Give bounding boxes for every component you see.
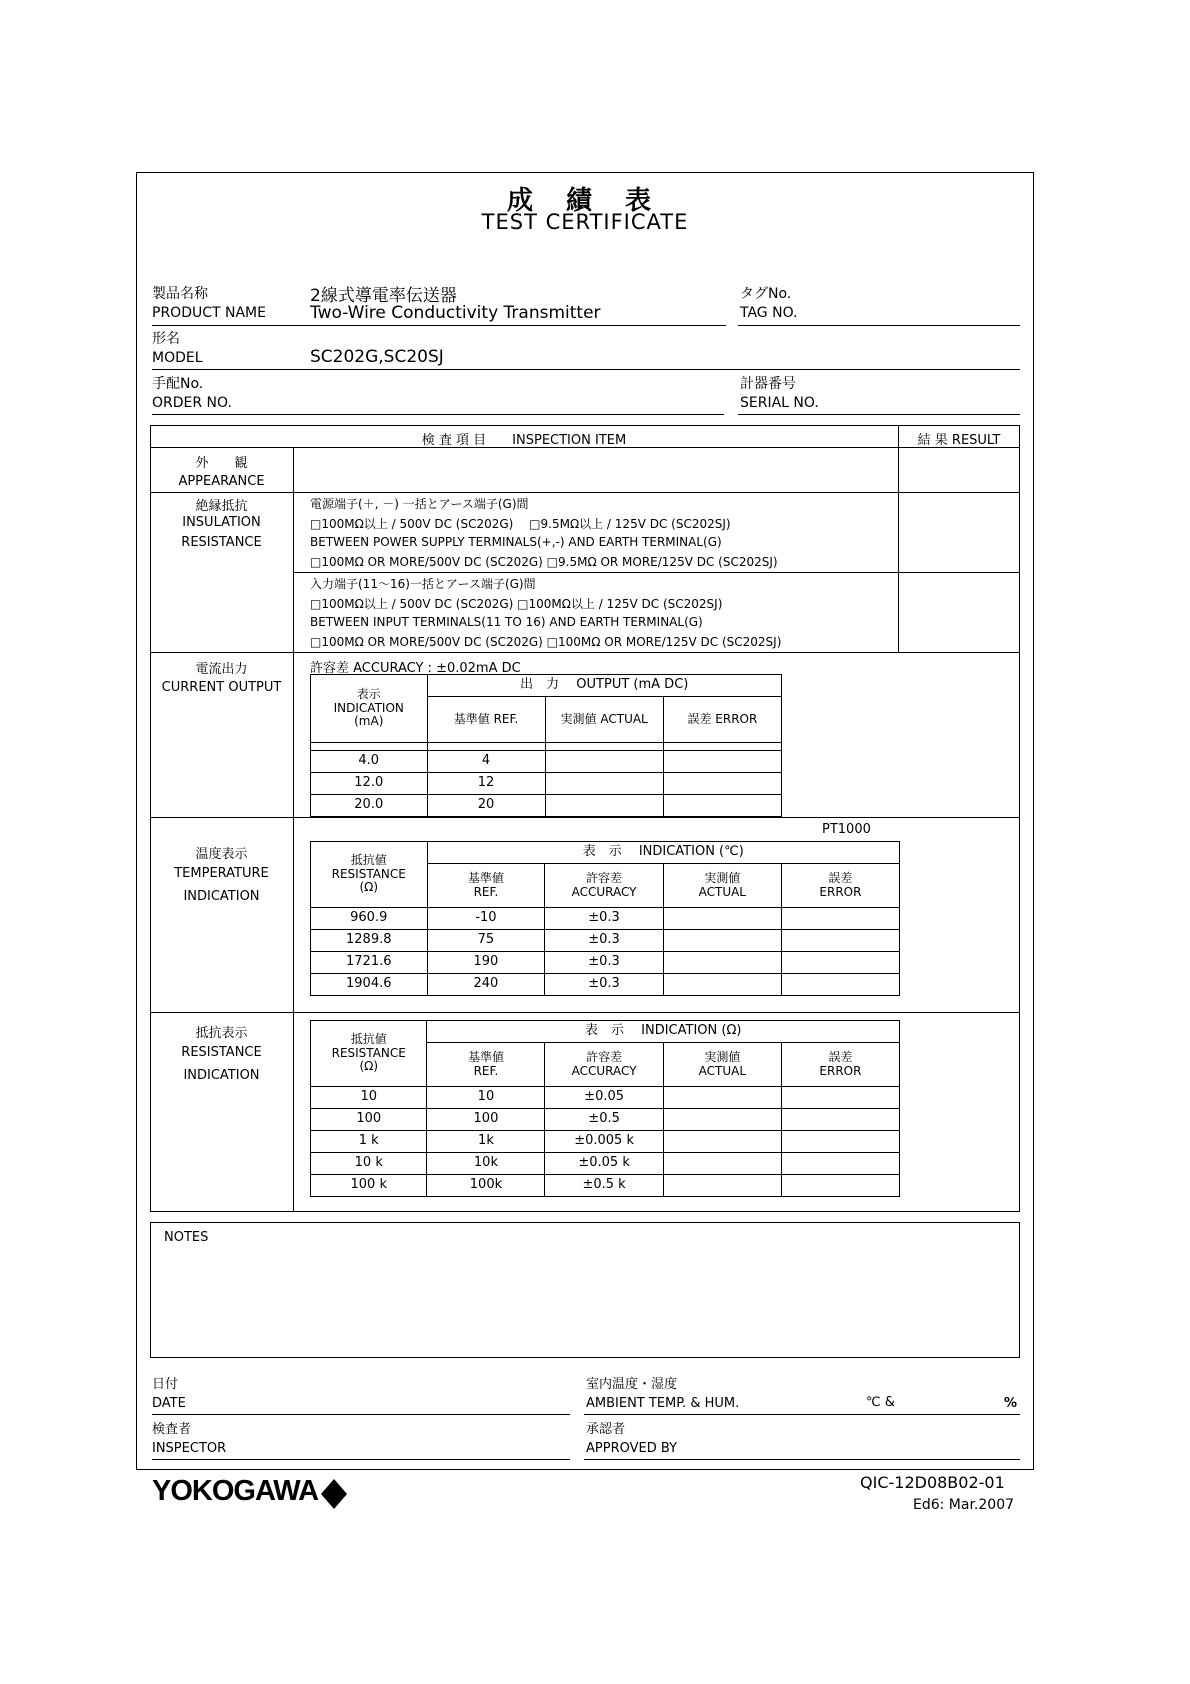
error-cell — [781, 1175, 899, 1197]
table-row — [311, 952, 900, 974]
serial-underline — [738, 414, 1020, 415]
inspector-jp-label: 検査者 — [152, 1422, 192, 1437]
error-cell — [781, 1109, 899, 1131]
table-row — [311, 1131, 900, 1153]
ref-cell: 100 — [427, 1109, 545, 1131]
resistance-header-unit: (Ω) — [359, 880, 379, 895]
error-cell — [781, 952, 899, 974]
resistance-cell: 10 k — [311, 1153, 427, 1175]
brand-logo: YOKOGAWA — [152, 1475, 319, 1507]
product-name-jp: 2線式導電率伝送器 — [310, 286, 457, 306]
ref-cell: -10 — [427, 908, 545, 930]
order-en-label: ORDER NO. — [152, 395, 232, 411]
actual-header — [663, 864, 781, 908]
current-output-table — [310, 674, 782, 817]
accuracy-header-en: ACCURACY — [571, 884, 637, 899]
ref-cell: 10k — [427, 1153, 545, 1175]
error-header-jp: 誤差 — [828, 1049, 853, 1064]
actual-header — [663, 1043, 781, 1087]
actual-cell — [663, 974, 781, 996]
date-jp-label: 日付 — [152, 1377, 179, 1392]
ref-header — [427, 864, 545, 908]
model-jp-label: 形名 — [152, 331, 180, 347]
error-header-en: ERROR — [819, 884, 862, 899]
insulation-line-a1: 電源端子(＋, －) 一括とアース端子(G)間 — [310, 497, 529, 511]
resistance-en2: INDICATION — [183, 1068, 260, 1083]
title-jp: 成 績 表 — [506, 186, 664, 216]
spacer — [545, 743, 663, 751]
tag-en-label: TAG NO. — [740, 305, 798, 321]
accuracy-header — [545, 1043, 663, 1087]
insulation-mid-rule — [293, 572, 1020, 573]
actual-cell — [663, 930, 781, 952]
table-row — [311, 751, 782, 773]
temperature-jp: 温度表示 — [195, 847, 248, 862]
actual-header: 実測値 ACTUAL — [545, 697, 663, 743]
spacer — [663, 743, 781, 751]
error-cell — [663, 795, 781, 817]
ref-cell: 240 — [427, 974, 545, 996]
ambient-jp-label: 室内温度・湿度 — [586, 1377, 678, 1392]
actual-header-en: ACTUAL — [698, 884, 746, 899]
accuracy-cell: ±0.3 — [545, 952, 663, 974]
indication-header-jp: 表示 — [356, 686, 381, 701]
model-en-label: MODEL — [152, 350, 203, 366]
approved-underline — [584, 1459, 1020, 1460]
actual-cell — [545, 751, 663, 773]
accuracy-cell: ±0.05 k — [545, 1153, 663, 1175]
edition: Ed6: Mar.2007 — [913, 1497, 1015, 1513]
resistance-cell: 960.9 — [311, 908, 428, 930]
current-output-rule — [150, 817, 1020, 818]
current-output-jp: 電流出力 — [195, 662, 248, 677]
date-en-label: DATE — [152, 1396, 186, 1411]
diamond-shape — [321, 1479, 347, 1509]
error-cell — [781, 1087, 899, 1109]
insulation-line-b1: 入力端子(11～16)一括とアース端子(G)間 — [310, 577, 536, 591]
indication-header: 表 示 INDICATION (℃) — [427, 842, 900, 864]
insulation-en1: INSULATION — [182, 515, 261, 530]
table-row — [311, 795, 782, 817]
ref-cell: 75 — [427, 930, 545, 952]
model-value: SC202G,SC20SJ — [310, 347, 444, 367]
actual-header-jp: 実測値 — [704, 870, 741, 885]
accuracy-cell: ±0.005 k — [545, 1131, 663, 1153]
table-row — [311, 1087, 900, 1109]
sensor-type: PT1000 — [822, 822, 871, 837]
table-row — [311, 1109, 900, 1131]
actual-cell — [663, 1175, 781, 1197]
resistance-header — [311, 842, 428, 908]
order-underline — [152, 414, 724, 415]
ambient-en-label: AMBIENT TEMP. & HUM. — [586, 1396, 740, 1411]
tag-underline — [738, 325, 1020, 326]
resistance-jp: 抵抗表示 — [195, 1026, 248, 1041]
resistance-header-jp: 抵抗値 — [350, 852, 387, 867]
ref-cell: 190 — [427, 952, 545, 974]
product-name-underline — [152, 325, 726, 326]
resistance-header-unit: (Ω) — [359, 1059, 379, 1074]
accuracy-header-jp: 許容差 — [586, 1049, 623, 1064]
actual-cell — [545, 795, 663, 817]
resistance-table — [310, 1020, 900, 1197]
tag-jp-label: タグNo. — [740, 286, 792, 302]
accuracy-header-jp: 許容差 — [586, 870, 623, 885]
appearance-jp: 外 観 — [195, 456, 248, 471]
accuracy-cell: ±0.3 — [545, 930, 663, 952]
doc-number: QIC-12D08B02-01 — [860, 1473, 1005, 1492]
inspector-underline — [152, 1459, 570, 1460]
insulation-line-b4: □100MΩ OR MORE/500V DC (SC202G) □100MΩ OR MORE/125V DC (SC202SJ) — [310, 635, 782, 649]
resistance-cell: 100 — [311, 1109, 427, 1131]
product-name-en: Two-Wire Conductivity Transmitter — [310, 303, 601, 323]
actual-cell — [663, 1109, 781, 1131]
title-en: TEST CERTIFICATE — [481, 210, 689, 234]
insulation-line-b2: □100MΩ以上 / 500V DC (SC202G) □100MΩ以上 / 125V DC (SC202SJ) — [310, 597, 723, 611]
indication-cell: 20.0 — [311, 795, 428, 817]
insulation-rule — [150, 652, 1020, 653]
model-underline — [152, 369, 1020, 370]
insulation-line-b3: BETWEEN INPUT TERMINALS(11 TO 16) AND EARTH TERMINAL(G) — [310, 615, 703, 629]
resistance-header-jp: 抵抗値 — [350, 1031, 387, 1046]
table-row — [311, 1153, 900, 1175]
output-header: 出 力 OUTPUT (mA DC) — [427, 675, 781, 697]
actual-cell — [663, 1153, 781, 1175]
table-row — [311, 974, 900, 996]
insulation-en2: RESISTANCE — [181, 535, 262, 550]
actual-header-jp: 実測値 — [704, 1049, 741, 1064]
result-divider-top — [898, 425, 899, 652]
table-row — [311, 773, 782, 795]
ref-header-en: REF. — [473, 1063, 499, 1078]
temperature-en1: TEMPERATURE — [174, 866, 269, 881]
accuracy-header — [545, 864, 663, 908]
indication-header — [311, 675, 428, 743]
actual-cell — [663, 1087, 781, 1109]
actual-header-en: ACTUAL — [698, 1063, 747, 1078]
current-accuracy: 許容差 ACCURACY : ±0.02mA DC — [310, 661, 521, 676]
temperature-table — [310, 841, 900, 996]
error-header-en: ERROR — [819, 1063, 862, 1078]
indication-header-en: INDICATION — [333, 700, 404, 715]
actual-cell — [663, 1131, 781, 1153]
ref-cell: 10 — [427, 1087, 545, 1109]
ref-cell: 100k — [427, 1175, 545, 1197]
error-cell — [663, 751, 781, 773]
actual-cell — [663, 908, 781, 930]
product-name-jp-label: 製品名称 — [152, 286, 208, 302]
notes-box[interactable] — [150, 1222, 1020, 1358]
actual-cell — [545, 773, 663, 795]
accuracy-cell: ±0.3 — [545, 974, 663, 996]
inspector-en-label: INSPECTOR — [152, 1441, 227, 1456]
insulation-line-a3: BETWEEN POWER SUPPLY TERMINALS(+,-) AND EARTH TERMINAL(G) — [310, 535, 722, 549]
temperature-rule — [150, 1012, 1020, 1013]
resistance-header-en: RESISTANCE — [331, 866, 406, 881]
error-cell — [781, 1131, 899, 1153]
insulation-line-a4: □100MΩ OR MORE/500V DC (SC202G) □9.5MΩ OR MORE/125V DC (SC202SJ) — [310, 555, 778, 569]
indication-header-unit: (mA) — [354, 714, 384, 729]
indication-header: 表 示 INDICATION (Ω) — [427, 1021, 900, 1043]
ref-header-jp: 基準値 — [467, 1049, 504, 1064]
appearance-rule — [150, 492, 1020, 493]
error-cell — [781, 930, 899, 952]
serial-jp-label: 計器番号 — [740, 376, 796, 392]
error-cell — [781, 908, 899, 930]
error-header — [781, 1043, 899, 1087]
appearance-en: APPEARANCE — [178, 474, 265, 489]
inspection-item-header: 検 査 項 目 INSPECTION ITEM — [421, 433, 627, 448]
resistance-header-en: RESISTANCE — [331, 1045, 406, 1060]
product-name-en-label: PRODUCT NAME — [152, 305, 266, 321]
current-output-en: CURRENT OUTPUT — [161, 680, 282, 695]
error-header: 誤差 ERROR — [663, 697, 781, 743]
category-divider — [293, 447, 294, 1212]
ref-cell: 4 — [427, 751, 545, 773]
table-row — [311, 930, 900, 952]
error-header-jp: 誤差 — [828, 870, 853, 885]
error-cell — [781, 974, 899, 996]
result-header: 結 果 RESULT — [917, 433, 1001, 448]
ref-cell: 1k — [427, 1131, 545, 1153]
ref-header-jp: 基準値 — [467, 870, 504, 885]
ref-header — [427, 1043, 545, 1087]
resistance-en1: RESISTANCE — [181, 1045, 262, 1060]
accuracy-cell: ±0.05 — [545, 1087, 663, 1109]
error-cell — [663, 773, 781, 795]
insulation-line-a2: □100MΩ以上 / 500V DC (SC202G) □9.5MΩ以上 / 125V DC (SC202SJ) — [310, 517, 731, 531]
approved-jp-label: 承認者 — [586, 1422, 626, 1437]
resistance-cell: 1904.6 — [311, 974, 428, 996]
accuracy-header-en: ACCURACY — [571, 1063, 637, 1078]
accuracy-cell: ±0.5 k — [545, 1175, 663, 1197]
resistance-cell: 1289.8 — [311, 930, 428, 952]
hum-unit: % — [1004, 1396, 1018, 1411]
insulation-jp: 絶縁抵抗 — [195, 499, 248, 514]
accuracy-cell: ±0.3 — [545, 908, 663, 930]
resistance-cell: 100 k — [311, 1175, 427, 1197]
accuracy-cell: ±0.5 — [545, 1109, 663, 1131]
table-row — [311, 1175, 900, 1197]
indication-cell: 12.0 — [311, 773, 428, 795]
error-header — [781, 864, 899, 908]
table-row — [311, 908, 900, 930]
date-underline — [152, 1414, 570, 1415]
yokogawa-diamond-icon — [320, 1478, 348, 1510]
order-jp-label: 手配No. — [152, 376, 204, 392]
ref-cell: 12 — [427, 773, 545, 795]
temp-unit: ℃ & — [866, 1395, 895, 1410]
approved-en-label: APPROVED BY — [586, 1441, 678, 1456]
temperature-en2: INDICATION — [183, 889, 260, 904]
resistance-cell: 1 k — [311, 1131, 427, 1153]
ref-cell: 20 — [427, 795, 545, 817]
indication-cell: 4.0 — [311, 751, 428, 773]
resistance-cell: 1721.6 — [311, 952, 428, 974]
resistance-cell: 10 — [311, 1087, 427, 1109]
serial-en-label: SERIAL NO. — [740, 395, 819, 411]
ambient-underline — [584, 1414, 1020, 1415]
spacer — [311, 743, 428, 751]
ref-header-en: REF. — [473, 884, 499, 899]
ref-header: 基準値 REF. — [427, 697, 545, 743]
actual-cell — [663, 952, 781, 974]
notes-label: NOTES — [164, 1230, 209, 1245]
spacer — [427, 743, 545, 751]
error-cell — [781, 1153, 899, 1175]
resistance-header — [311, 1021, 427, 1087]
